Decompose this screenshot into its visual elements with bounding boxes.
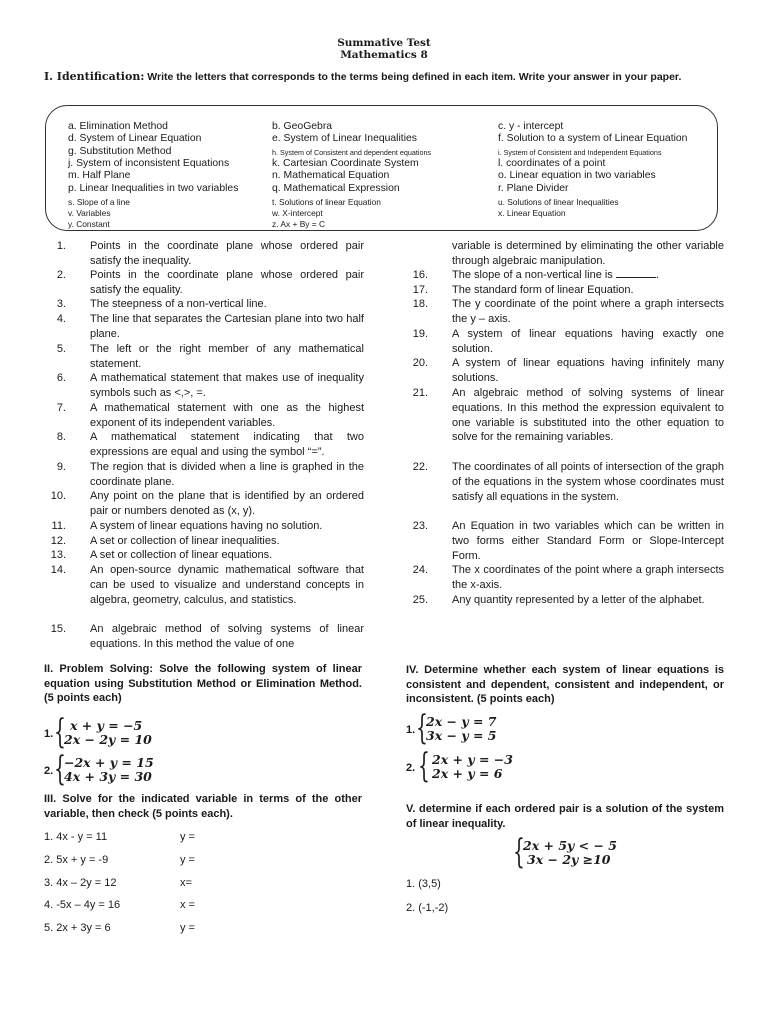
- list-item: 6. A mathematical statement that makes use of inequality symbols such as <,>, =.: [56, 372, 364, 399]
- term-m: m. Half Plane: [68, 170, 131, 181]
- term-j: j. System of inconsistent Equations: [68, 158, 230, 169]
- list-item: 17. The standard form of linear Equation.: [412, 284, 634, 296]
- brace-icon: {: [416, 708, 428, 748]
- term-c: c. y - intercept: [498, 121, 564, 132]
- term-u: u. Solutions of linear Inequalities: [498, 197, 619, 207]
- list-item: 13. A set or collection of linear equations.: [50, 549, 273, 561]
- term-l: l. coordinates of a point: [498, 158, 606, 169]
- section-1-label: I. Identification:: [44, 70, 145, 83]
- term-z: z. Ax + By = C: [272, 219, 326, 229]
- term-s: s. Slope of a line: [68, 197, 130, 207]
- section-4-heading: IV. Determine whether each system of linear equations is consistent and dependent, consistent and independent, or inconsistent. (5 points each): [406, 664, 724, 705]
- equation-item: 3. 4x – 2y = 12: [44, 877, 117, 889]
- brace-icon: {: [54, 749, 66, 789]
- term-t: t. Solutions of linear Equation: [272, 197, 381, 207]
- list-item: 15. An algebraic method of solving systems of linear equations. In this method the value of one: [50, 623, 364, 650]
- solve-for-label: y =: [180, 922, 195, 934]
- term-y: y. Constant: [68, 219, 110, 229]
- list-item: 20. A system of linear equations having infinitely many solutions.: [412, 357, 724, 384]
- section-1-instructions: [44, 70, 724, 85]
- list-item: 12. A set or collection of linear inequalities.: [50, 535, 280, 547]
- term-f: f. Solution to a system of Linear Equation: [498, 133, 688, 144]
- term-k: k. Cartesian Coordinate System: [272, 158, 419, 169]
- section-5-heading: V. determine if each ordered pair is a solution of the system of linear inequality.: [406, 803, 724, 830]
- list-item: 16. The slope of a non-vertical line is .: [412, 269, 659, 281]
- page-title: Summative Test: [337, 37, 431, 49]
- page-subtitle: Mathematics 8: [340, 49, 428, 61]
- brace-icon: {: [54, 712, 66, 752]
- solve-for-label: x=: [180, 877, 192, 889]
- solve-for-label: y =: [180, 831, 195, 843]
- list-item: 19. A system of linear equations having exactly one solution.: [412, 328, 724, 355]
- answer-blank: [616, 268, 656, 278]
- ordered-pair-item: 2. (-1,-2): [406, 902, 449, 914]
- system-2-2: 2. { −2x + y = 15 4x + 3y = 30: [44, 749, 154, 789]
- list-item: 25. Any quantity represented by a letter of the alphabet.: [412, 594, 705, 606]
- brace-icon: {: [418, 746, 430, 786]
- term-e: e. System of Linear Inequalities: [272, 133, 417, 144]
- term-p: p. Linear Inequalities in two variables: [68, 183, 239, 194]
- list-item: 10. Any point on the plane that is identified by an ordered pair or numbers denoted as (x, y).: [50, 490, 364, 517]
- term-o: o. Linear equation in two variables: [498, 170, 656, 181]
- list-item: 8. A mathematical statement indicating that two expressions are equal and using the symbol “=”.: [56, 431, 364, 458]
- term-d: d. System of Linear Equation: [68, 133, 202, 144]
- term-a: a. Elimination Method: [68, 121, 168, 132]
- term-v: v. Variables: [68, 208, 111, 218]
- list-item: 4. The line that separates the Cartesian plane into two half plane.: [56, 313, 364, 340]
- list-item: 24. The x coordinates of the point where a graph intersects the x-axis.: [412, 564, 724, 591]
- solve-for-label: y =: [180, 854, 195, 866]
- list-item: 9. The region that is divided when a line is graphed in the coordinate plane.: [56, 461, 364, 488]
- equation-item: 1. 4x - y = 11: [44, 831, 108, 843]
- term-n: n. Mathematical Equation: [272, 170, 390, 181]
- inequality-system: { 2x + 5y < − 5 3x − 2y ≥10: [513, 832, 617, 872]
- term-h: h. System of Consistent and dependent equations: [272, 148, 432, 157]
- list-item: 1. Points in the coordinate plane whose ordered pair satisfy the inequality.: [56, 240, 364, 267]
- term-x: x. Linear Equation: [498, 208, 566, 218]
- section-3-heading: III. Solve for the indicated variable in terms of the other variable, then check (5 points each).: [44, 793, 362, 820]
- list-item: 21. An algebraic method of solving systems of linear equations. In this method the expression equivalent to one variable is substituted into the other equation to solve for the remaining variables.: [412, 387, 724, 444]
- brace-icon: {: [513, 832, 525, 872]
- list-item: 22. The coordinates of all points of intersection of the graph of the equations in the system whose coordinates must satisfy all equations in the system.: [412, 461, 724, 503]
- terms-box: [45, 105, 718, 231]
- equation-item: 4. -5x – 4y = 16: [44, 899, 121, 911]
- list-item-continued: variable is determined by eliminating the other variable through algebraic manipulation.: [452, 240, 724, 267]
- ordered-pair-item: 1. (3,5): [406, 878, 441, 890]
- list-item: 14. An open-source dynamic mathematical software that can be used to visualize and understand concepts in algebra, geometry, calculus, and statistics.: [50, 564, 364, 606]
- list-item: 2. Points in the coordinate plane whose ordered pair satisfy the equality.: [56, 269, 364, 296]
- term-i: i. System of Consistent and Independent Equations: [498, 148, 662, 157]
- equation-item: 2. 5x + y = -9: [44, 854, 109, 866]
- equation-item: 5. 2x + 3y = 6: [44, 922, 111, 934]
- section-2-heading: II. Problem Solving: Solve the following system of linear equation using Substitution Method or Elimination Method. (5 points each): [44, 663, 362, 704]
- term-g: g. Substitution Method: [68, 146, 172, 157]
- term-b: b. GeoGebra: [272, 121, 333, 132]
- term-r: r. Plane Divider: [498, 183, 569, 194]
- list-item: 5. The left or the right member of any mathematical statement.: [56, 343, 364, 370]
- term-q: q. Mathematical Expression: [272, 183, 400, 194]
- section-1-text: Write the letters that corresponds to the terms being defined in each item. Write your answer in your paper.: [147, 71, 682, 83]
- list-item: 18. The y coordinate of the point where a graph intersects the y – axis.: [412, 298, 724, 325]
- solve-for-label: x =: [180, 899, 195, 911]
- list-item: 7. A mathematical statement with one as the highest exponent of its independent variables.: [56, 402, 364, 429]
- list-item: 23. An Equation in two variables which can be written in two forms either Standard Form or Slope-Intercept Form.: [412, 520, 724, 562]
- system-4-2: 2. { 2x + y = −3 2x + y = 6: [406, 746, 513, 786]
- term-w: w. X-intercept: [272, 208, 323, 218]
- list-item: 3. The steepness of a non-vertical line.: [56, 298, 267, 310]
- system-2-1: 1. { x + y = −5 2x − 2y = 10: [44, 712, 152, 752]
- system-4-1: 1. { 2x − y = 7 3x − y = 5: [406, 708, 497, 748]
- list-item: 11. A system of linear equations having no solution.: [51, 520, 323, 532]
